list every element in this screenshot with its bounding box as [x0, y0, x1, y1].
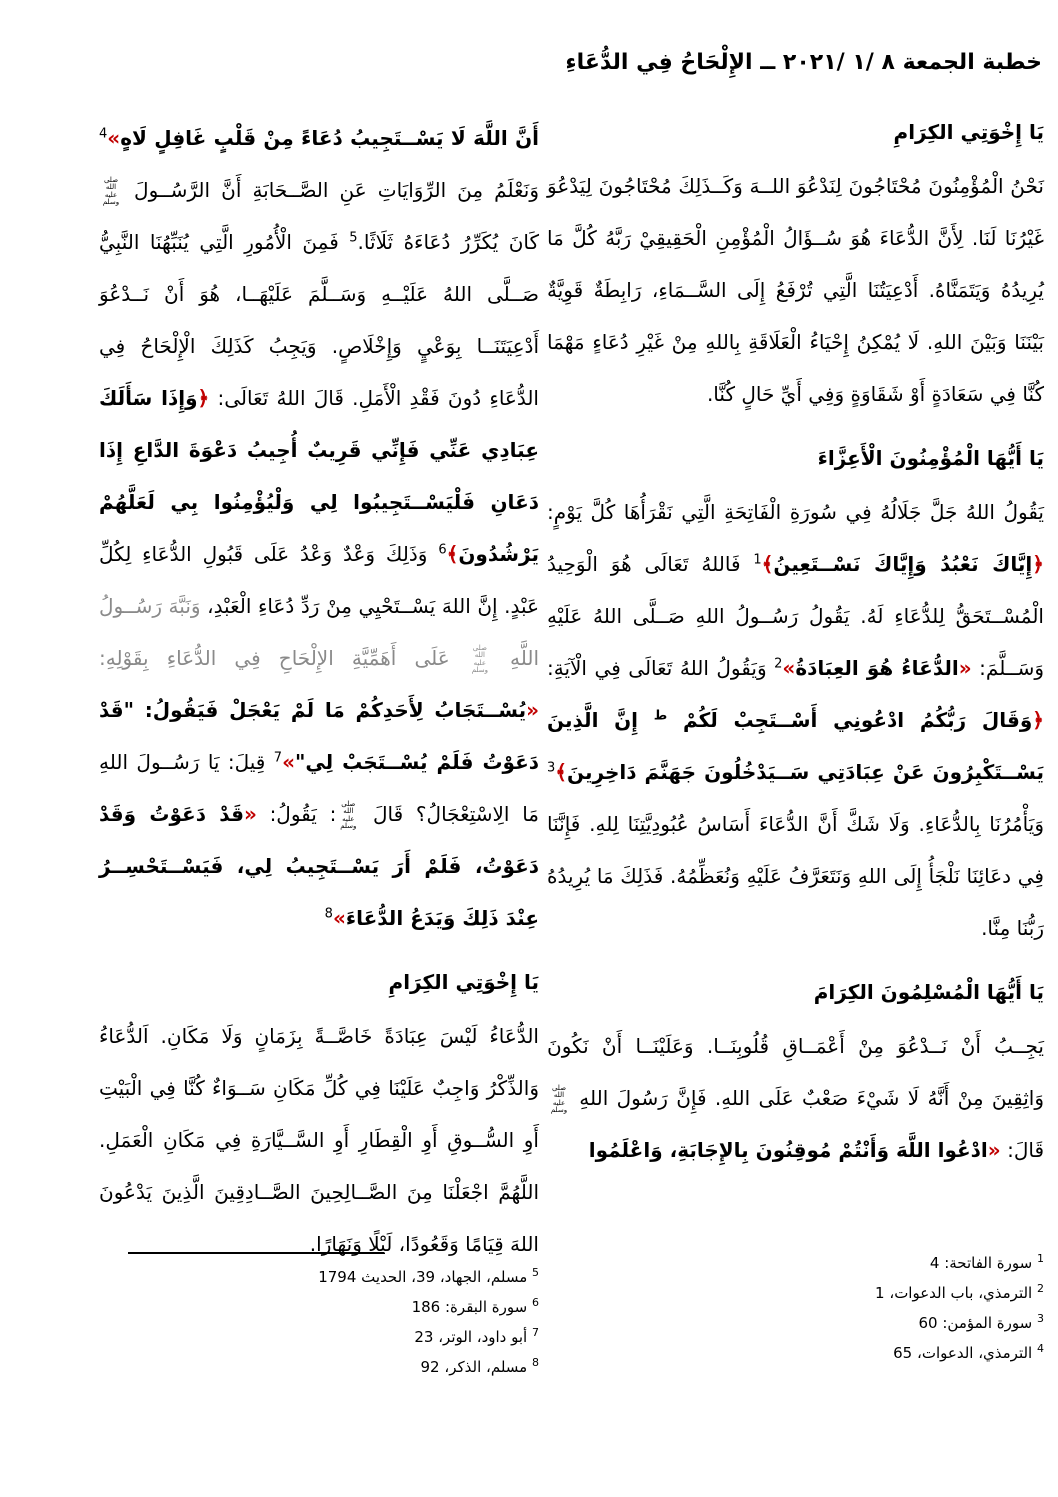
footnote-ref: 6	[438, 542, 447, 558]
section-heading	[99, 964, 539, 1000]
text-run: وَنَبَّهَ رَسُــولُ اللَّهِ	[99, 594, 539, 670]
text-run: يُسْــتَجَابُ لِأَحَدِكُمْ مَا لَمْ يَعْجَلْ فَيَقُولُ: "قَدْ دَعَوْتُ فَلَمْ يُسْــتَجَبْ لِي"	[99, 698, 540, 774]
text-run: كَانَ يُكَرِّرُ دُعَاءَهُ ثَلَاثًا.	[357, 230, 539, 254]
red-quote-mark: ﴾	[555, 760, 567, 784]
footnotes-left-list	[99, 1262, 539, 1382]
footnote-text: سورة البقرة: 186	[411, 1298, 532, 1316]
footnote	[99, 1322, 539, 1352]
footnote-number: 5	[532, 1266, 539, 1279]
footnote-text: الترمذي، باب الدعوات، 1	[875, 1284, 1037, 1302]
red-quote-mark: ﴾	[761, 552, 774, 576]
section-heading	[547, 440, 1044, 476]
section-heading	[547, 114, 1044, 150]
red-quote-mark: ﴿	[1032, 552, 1044, 576]
footnote-ref: 7	[273, 750, 283, 766]
text-run: وَنَعْلَمُ مِنَ الرِّوَايَاتِ عَنِ الصَّــحَابَةِ أَنَّ الرَّسُــولَ	[123, 178, 539, 202]
text-run: أَنَّ اللَّهَ لَا يَسْــتَجِيبُ دُعَاءً مِنْ قَلْبٍ غَافِلٍ لَاهٍ	[120, 126, 539, 150]
paragraph	[547, 160, 1044, 420]
footnote-ref: ط	[653, 708, 668, 724]
text-run: يَا أَيُّهَا الْمُسْلِمُونَ الكِرَامَ	[813, 980, 1044, 1004]
footnote-number: 4	[1037, 1342, 1044, 1355]
pbuh-seal-icon: صلى الله عليه وسلم	[471, 643, 488, 674]
section-heading	[547, 974, 1044, 1010]
text-run: يَجِــبُ أَنْ نَــدْعُوَ مِنْ أَعْمَــاقِ قُلُوبِنَــا. وَعَلَيْنَــا أَنْ نَكُونَ وَاثِقِينَ مِنْ أَنَّهُ لَا شَيْءَ صَعْبٌ عَلَى اللهِ. فَإِنَّ رَسُولَ اللهِ	[547, 1034, 1044, 1110]
footnote-text: سورة الفاتحة: 4	[929, 1254, 1037, 1272]
text-run: وَيَقُولُ اللهُ تَعَالَى فِي الْآيَةِ:	[547, 656, 775, 680]
body-columns	[99, 100, 1044, 1274]
footnote-ref: 1	[753, 552, 762, 568]
footnote-text: الترمذي، الدعوات، 65	[893, 1344, 1037, 1362]
text-run: نَحْنُ الْمُؤْمِنُونَ مُحْتَاجُونَ لِنَدْعُوَ اللــهَ وَكَــذَلِكَ مُحْتَاجُونَ لِيَدْعُوَ غَيْرُنَا لَنَا. لِأَنَّ الدُّعَاءَ هُوَ سُــؤَالُ الْمُؤْمِنِ الْحَقِيقِيْ رَبَّهُ كُلَّ مَا يُرِيدُهُ وَيَتَمَنَّاهُ. أَدْعِيَتُنَا الَّتِي تُرْفَعُ إِلَى السَّــمَاءِ، رَابِطَةٌ قَوِيَّةٌ بَيْنَنَا وَبَيْنَ اللهِ. لَا يُمْكِنُ إِحْيَاءُ الْعَلَاقَةِ بِاللهِ مِنْ غَيْرِ دُعَاءٍ مَهْمَا كُنَّا فِي سَعَادَةٍ أَوْ شَقَاوَةٍ وَفِي أَيِّ حَالٍ كُنَّا.	[547, 174, 1044, 406]
footnote-text: مسلم، الجهاد، 39، الحديث 1794	[318, 1268, 532, 1286]
red-quote-mark: ﴿	[197, 386, 210, 410]
text-run: يَا أَيُّهَا الْمُؤْمِنُونَ الْأَعِزَّاءَ	[817, 446, 1044, 470]
text-run: يَقُولُ اللهُ جَلَّ جَلَالُهُ فِي سُورَةِ الْفَاتِحَةِ الَّتِي نَقْرَأُهَا كُلَّ يَوْمٍ:	[547, 500, 1044, 524]
text-run: الدُّعَاءُ هُوَ العِبَادَةُ	[795, 656, 959, 680]
text-run: قَدْ دَعَوْتُ وَقَدْ دَعَوْتُ، فَلَمْ أَرَ يَسْــتَجِيبُ لِي، فَيَسْــتَحْسِــرُ عِنْدَ ذَلِكَ وَيَدَعُ الدُّعَاءَ	[99, 802, 539, 930]
footnote-number: 8	[532, 1356, 539, 1369]
text-run: يَا إِخْوَتِي الكِرَامِ	[388, 970, 539, 994]
footnote-ref: 4	[99, 126, 108, 142]
text-run: وَقَالَ رَبُّكُمُ ادْعُونِي أَسْــتَجِبْ لَكُمْ	[667, 708, 1033, 732]
paragraph	[547, 486, 1044, 954]
text-run: الدُّعَاءُ لَيْسَ عِبَادَةً خَاصَّــةً بِزَمَانٍ وَلَا مَكَانِ. اَلدُّعَاءُ وَالذِّكْرُ وَاجِبٌ عَلَيْنَا فِي كُلِّ مَكَانِ سَــوَاءٌ كُنَّا فِي الْبَيْتِ أَوِ السُّــوقِ أَوِ الْقِطَارِ أَوِ السَّــيَّارَةِ فِي مَكَانِ الْعَمَلِ. اللَّهُمَّ اجْعَلْنَا مِنَ الصَّــالِحِينَ الصَّــادِقِينَ الَّذِينَ يَدْعُونَ اللهَ قِيَامًا وَقَعُودًا، لَيْلًا وَنَهَارًا.	[99, 1024, 539, 1256]
footnote	[99, 1292, 539, 1322]
text-run: فَاللهُ تَعَالَى هُوَ الْوَحِيدُ الْمُسْــتَحَقُّ لِلدُّعَاءِ لَهُ. يَقُولُ رَسُــولُ اللهِ صَــلَّى اللهُ عَلَيْهِ وَسَــلَّمَ:	[547, 552, 1044, 680]
text-run: فَمِنَ الْأُمُورِ الَّتِي يُنَبِّهُنَا النَّبِيُّ صَــلَّى اللهُ عَلَيْــهِ وَسَــلَّمَ عَلَيْهَــا، هُوَ أَنْ نَــدْعُوَ أَدْعِيَتَنَــا بِوَعْيٍ وَإِخْلَاصٍ. وَيَجِبُ كَذَلِكَ الْإِلْحَاحُ فِي الدُّعَاءِ دُونَ فَقْدِ الْأَمَلِ. قَالَ اللهُ تَعَالَى:	[99, 230, 539, 410]
footnote-ref: 3	[547, 760, 556, 776]
footnote	[547, 1278, 1044, 1308]
column-right	[547, 100, 1044, 1180]
footnotes-area	[99, 1248, 1044, 1382]
column-left	[99, 100, 539, 1274]
red-quote-mark: »	[782, 656, 796, 680]
footnote	[547, 1338, 1044, 1368]
text-run: : يَقُولُ:	[256, 802, 337, 826]
footnote-text: مسلم، الذكر، 92	[420, 1358, 532, 1376]
red-quote-mark: ﴿	[1032, 708, 1044, 732]
text-run: قِيلَ: يَا رَسُــولَ اللهِ مَا الِاسْتِعْجَالُ؟ قَالَ	[99, 750, 539, 826]
footnote-number: 7	[532, 1326, 539, 1339]
pbuh-seal-icon: صلى الله عليه وسلم	[340, 799, 357, 830]
red-quote-mark: «	[987, 1138, 1001, 1162]
text-run: وَذَلِكَ وَعْدٌ وَعْدُ عَلَى قَبُولِ الدُّعَاءِ لِكُلِّ عَبْدٍ. إِنَّ اللهَ يَسْــتَحْيِي مِنْ رَدِّ دُعَاءِ الْعَبْدِ،	[99, 542, 539, 618]
footnote-number: 1	[1037, 1252, 1044, 1265]
footnote-number: 3	[1037, 1312, 1044, 1325]
red-quote-mark: ﴾	[446, 542, 459, 566]
paragraph	[99, 1010, 539, 1270]
footnote-text: أبو داود، الوتر، 23	[414, 1328, 532, 1346]
text-run: يَا إِخْوَتِي الكِرَامِ	[893, 120, 1044, 144]
footnote	[547, 1308, 1044, 1338]
text-run: إِنَّ الَّذِينَ يَسْــتَكْبِرُونَ عَنْ عِبَادَتِي سَــيَدْخُلُونَ جَهَنَّمَ دَاخِرِينَ	[547, 708, 1044, 784]
footnote-ref: 2	[774, 656, 783, 672]
red-quote-mark: »	[332, 906, 346, 930]
footnote	[99, 1262, 539, 1292]
text-run: وَيَأْمُرُنَا بِالدُّعَاءِ. وَلَا شَكَّ أَنَّ الدُّعَاءَ أَسَاسُ عُبُودِيَّتِنَا لِلهِ. فَإِنَّنَا فِي دعَائِنَا نَلْجَأُ إِلَى اللهِ وَنَتَعَرَّفُ عَلَيْهِ وَنُعَظِّمُهُ. فَذَلِكَ مَا يُرِيدُهُ رَبُّنَا مِنَّا.	[547, 812, 1044, 940]
footnote-number: 2	[1037, 1282, 1044, 1295]
red-quote-mark: «	[526, 698, 539, 722]
text-run: ادْعُوا اللَّهَ وَأَنْتُمْ مُوقِنُونَ بِالإِجَابَةِ، وَاعْلَمُوا	[588, 1138, 988, 1162]
red-quote-mark: »	[107, 126, 121, 150]
paragraph	[547, 1020, 1044, 1176]
text-run: وَإِذَا سَأَلَكَ عِبَادِي عَنِّي فَإِنِّي قَرِيبٌ أُجِيبُ دَعْوَةَ الدَّاعِ إِذَا دَعَانِ فَلْيَسْــتَجِيبُوا لِي وَلْيُؤْمِنُوا بِي لَعَلَّهُمْ يَرْشُدُونَ	[99, 386, 539, 566]
page-title: خطبة الجمعة ٨ /١ /٢٠٢١ ــ الإِلْحَاحُ فِي الدُّعَاءِ	[565, 50, 1042, 75]
pbuh-seal-icon: صلى الله عليه وسلم	[550, 1083, 568, 1114]
footnote	[99, 1352, 539, 1382]
footnotes-right	[547, 1248, 1044, 1368]
footnote-separator-rule	[128, 1252, 384, 1254]
text-run: إِيَّاكَ نَعْبُدُ وَإِيَّاكَ نَسْــتَعِينُ	[773, 552, 1033, 576]
text-run: عَلَى أَهَمِّيَّةِ الإِلْحَاحِ فِي الدُّعَاءِ بِقَوْلِهِ:	[99, 646, 468, 670]
red-quote-mark: «	[958, 656, 972, 680]
pbuh-seal-icon: صلى الله عليه وسلم	[102, 175, 120, 206]
footnote-ref: 5	[349, 230, 358, 246]
footnote-ref: 8	[324, 906, 333, 922]
red-quote-mark: »	[282, 750, 295, 774]
footnotes-left	[99, 1248, 539, 1382]
footnote	[547, 1248, 1044, 1278]
footnote-text: سورة المؤمن: 60	[918, 1314, 1037, 1332]
text-run: قَالَ:	[1000, 1138, 1044, 1162]
red-quote-mark: «	[243, 802, 257, 826]
paragraph	[99, 112, 539, 944]
footnote-number: 6	[532, 1296, 539, 1309]
